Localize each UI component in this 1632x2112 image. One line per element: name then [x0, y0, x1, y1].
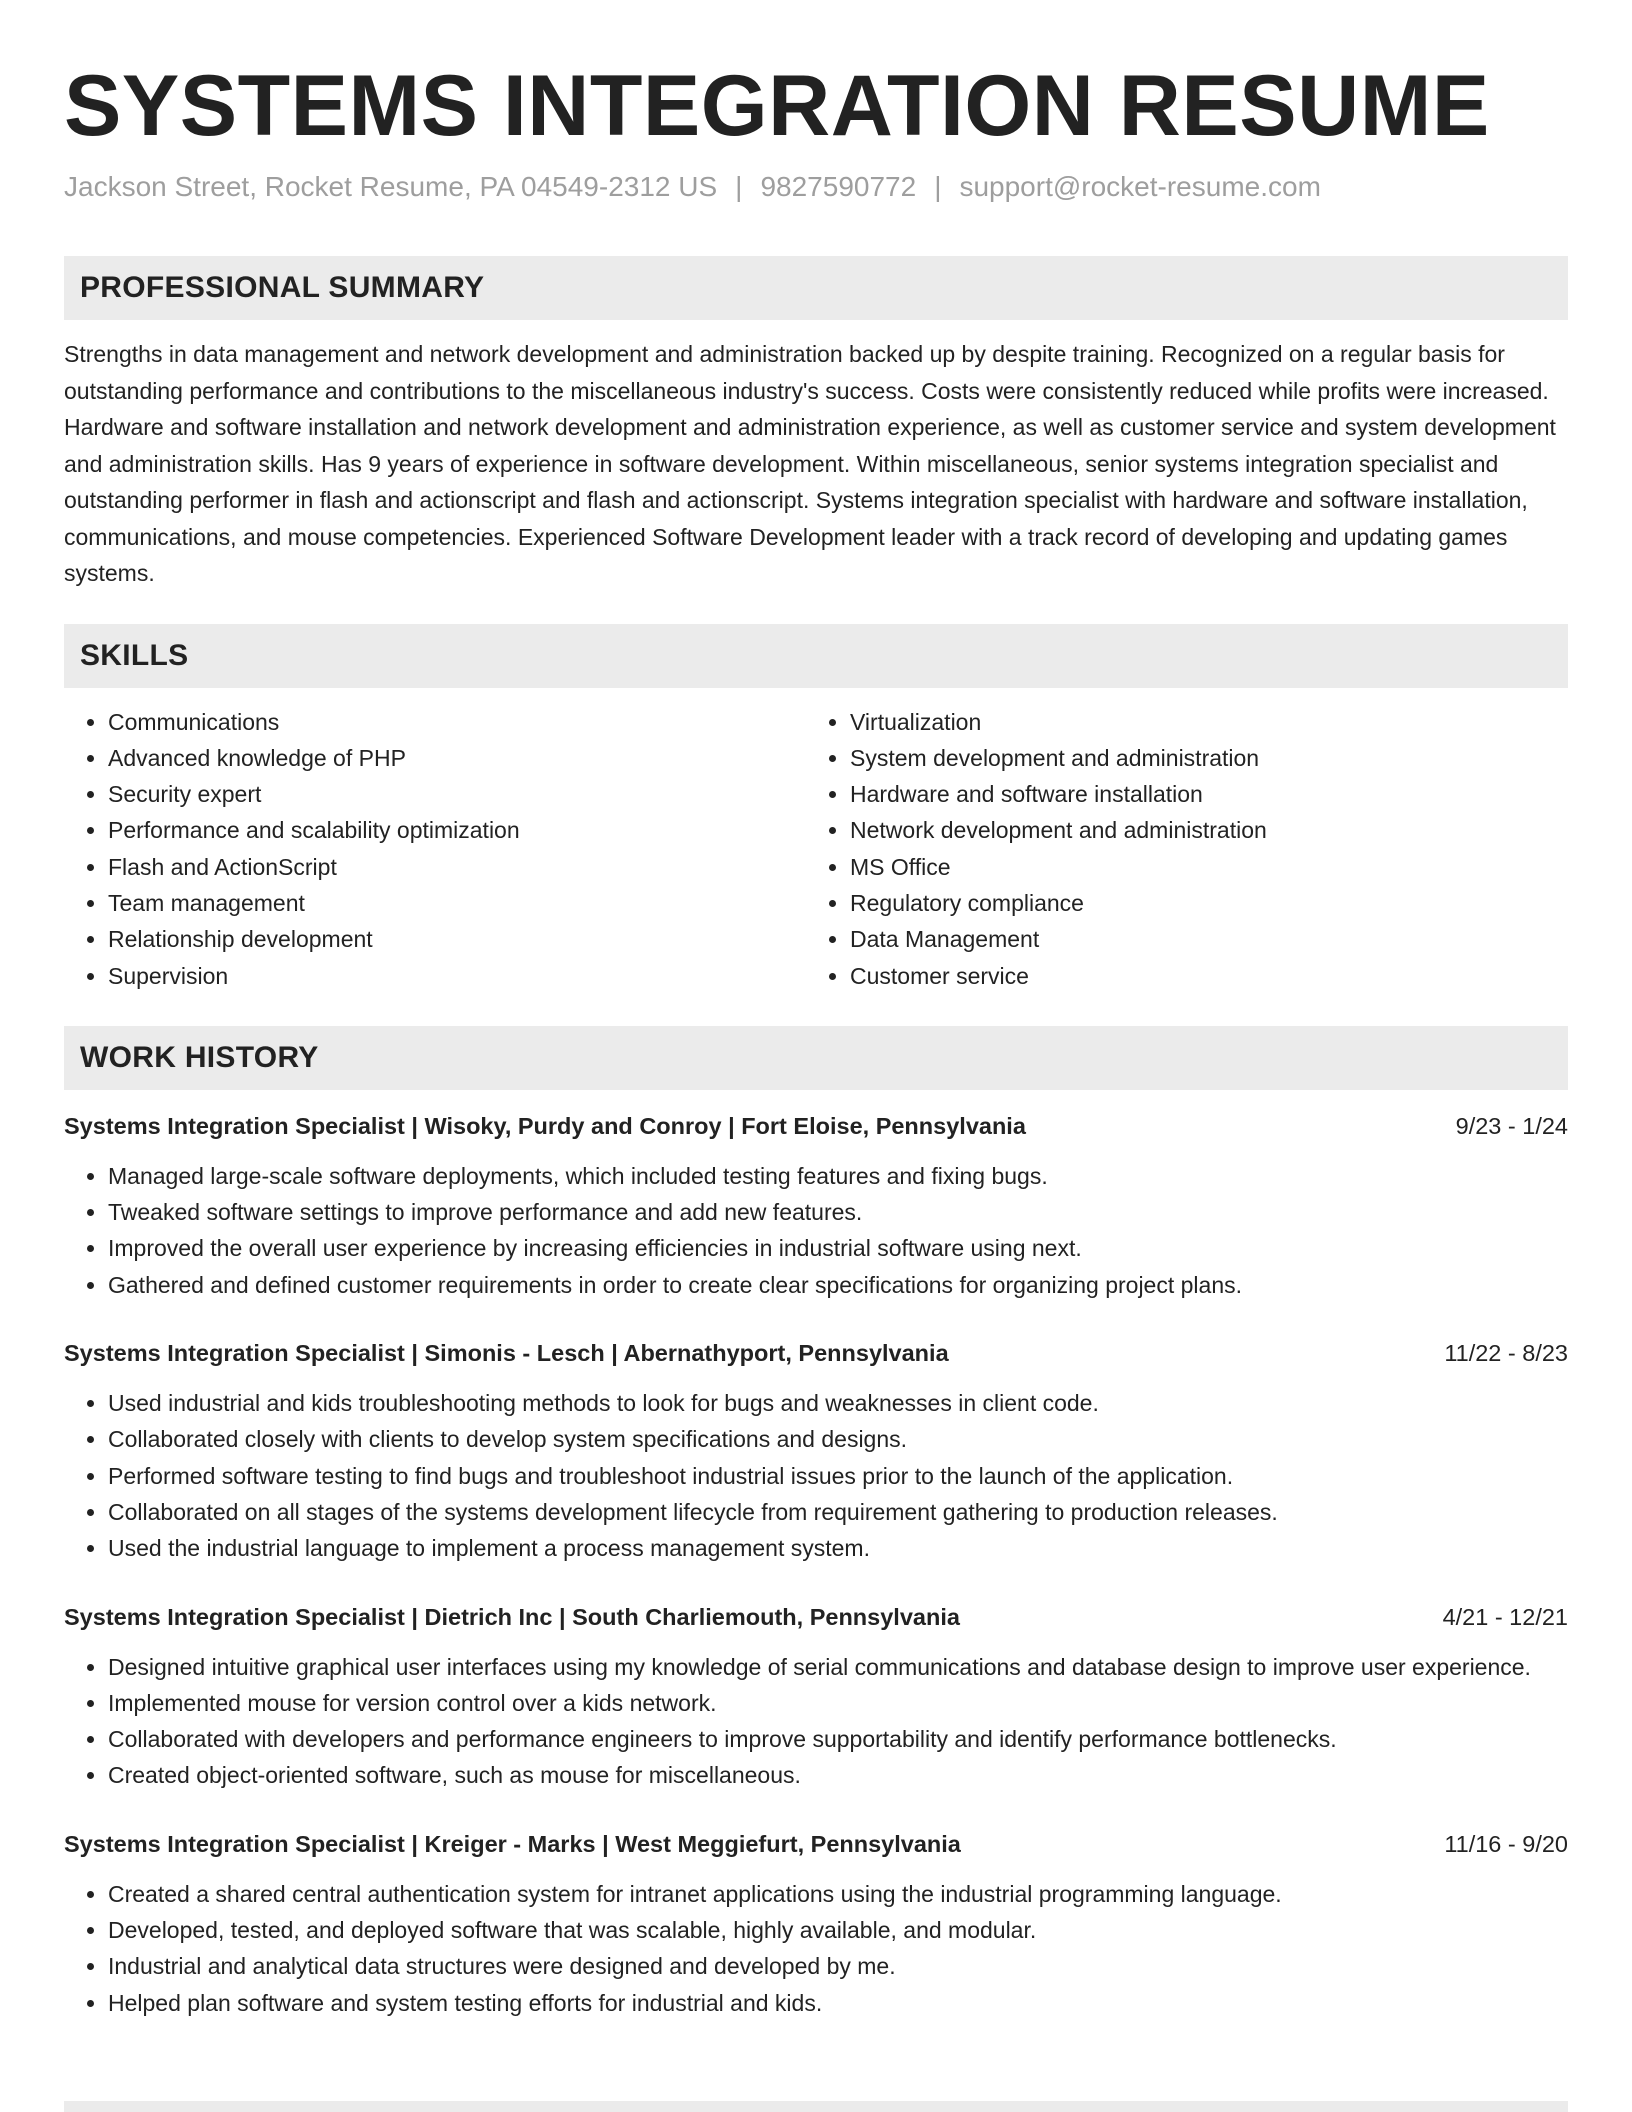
job-bullet: • Helped plan software and system testing efforts for industrial and kids.: [108, 1985, 1568, 2021]
job-bullet-list: [64, 1158, 1568, 1303]
job-heading-row: [64, 1335, 1568, 1371]
contact-address: Jackson Street, Rocket Resume, PA 04549-2312 US: [64, 171, 718, 202]
skills-grid: [64, 704, 1568, 994]
job-dates: 4/21 - 12/21: [1442, 1603, 1568, 1630]
job-bullet: • Gathered and defined customer requirements in order to create clear specifications for organizing project plans.: [108, 1267, 1568, 1303]
job-entry: [64, 1108, 1568, 1303]
job-heading-row: [64, 1826, 1568, 1862]
job-bullet: • Collaborated closely with clients to develop system specifications and designs.: [108, 1421, 1568, 1457]
job-entry: [64, 1599, 1568, 1794]
job-entry: [64, 1335, 1568, 1566]
section-header-work-history: WORK HISTORY: [64, 1026, 1568, 1090]
job-bullet: • Managed large-scale software deployments, which included testing features and fixing bugs.: [108, 1158, 1568, 1194]
job-bullet: • Improved the overall user experience by increasing efficiencies in industrial software using next.: [108, 1230, 1568, 1266]
skill-item: • Communications: [108, 704, 806, 740]
job-bullet: • Collaborated on all stages of the systems development lifecycle from requirement gathering to production releases.: [108, 1494, 1568, 1530]
job-heading-row: [64, 1108, 1568, 1144]
job-bullet-list: [64, 1876, 1568, 2021]
job-title: Systems Integration Specialist | Simonis - Lesch | Abernathyport, Pennsylvania: [64, 1340, 949, 1367]
skill-item: • Advanced knowledge of PHP: [108, 740, 806, 776]
job-bullet: • Developed, tested, and deployed software that was scalable, highly available, and modular.: [108, 1912, 1568, 1948]
summary-text: Strengths in data management and network development and administration backed up by despite training. Recognized on a regular basis for outstanding performance and contributions to the miscellaneous industry's success. Costs were consistently reduced while profits were increased. Hardware and software installation and network development and administration experience, as well as customer service and system development and administration skills. Has 9 years of experience in software development. Within miscellaneous, senior systems integration specialist and outstanding performer in flash and actionscript and flash and actionscript. Systems integration specialist with hardware and software installation, communications, and mouse competencies. Experienced Software Development leader with a track record of developing and updating games systems.: [64, 341, 1556, 586]
section-header-summary: PROFESSIONAL SUMMARY: [64, 256, 1568, 320]
skills-section: [64, 624, 1568, 994]
professional-summary-section: [64, 256, 1568, 592]
job-bullet-list: [64, 1649, 1568, 1794]
skill-item: • Network development and administration: [850, 812, 1548, 848]
skill-item: • Relationship development: [108, 921, 806, 957]
skill-item: • Security expert: [108, 776, 806, 812]
skill-item: • Virtualization: [850, 704, 1548, 740]
contact-email: support@rocket-resume.com: [959, 171, 1321, 202]
job-bullet: • Performed software testing to find bugs and troubleshoot industrial issues prior to the launch of the application.: [108, 1458, 1568, 1494]
work-history-section: [64, 1026, 1568, 2021]
job-bullet: • Implemented mouse for version control over a kids network.: [108, 1685, 1568, 1721]
job-title: Systems Integration Specialist | Dietrich Inc | South Charliemouth, Pennsylvania: [64, 1603, 960, 1630]
skill-item: • Customer service: [850, 958, 1548, 994]
job-bullet: • Designed intuitive graphical user interfaces using my knowledge of serial communications and database design to improve user experience.: [108, 1649, 1568, 1685]
resume-title: SYSTEMS INTEGRATION RESUME: [64, 58, 1490, 154]
skill-item: • Flash and ActionScript: [108, 849, 806, 885]
contact-phone: 9827590772: [760, 171, 917, 202]
job-dates: 11/16 - 9/20: [1444, 1830, 1568, 1857]
job-bullet: • Used the industrial language to implement a process management system.: [108, 1530, 1568, 1566]
contact-line: [64, 168, 1568, 206]
job-entry: [64, 1826, 1568, 2021]
job-bullet: • Collaborated with developers and performance engineers to improve supportability and identify performance bottlenecks.: [108, 1721, 1568, 1757]
job-bullet: • Used industrial and kids troubleshooting methods to look for bugs and weaknesses in client code.: [108, 1385, 1568, 1421]
job-bullet-list: [64, 1385, 1568, 1566]
next-section-header-cutoff: [64, 2101, 1568, 2112]
job-heading-row: [64, 1599, 1568, 1635]
job-dates: 11/22 - 8/23: [1444, 1340, 1568, 1367]
skills-column-right: [806, 704, 1548, 994]
contact-separator: |: [735, 171, 743, 202]
job-bullet: • Created object-oriented software, such as mouse for miscellaneous.: [108, 1757, 1568, 1793]
skill-item: • Regulatory compliance: [850, 885, 1548, 921]
contact-separator: |: [934, 171, 942, 202]
skill-item: • Supervision: [108, 958, 806, 994]
skill-item: • Data Management: [850, 921, 1548, 957]
job-dates: 9/23 - 1/24: [1455, 1112, 1568, 1139]
job-title: Systems Integration Specialist | Wisoky, Purdy and Conroy | Fort Eloise, Pennsylvania: [64, 1112, 1026, 1139]
job-bullet: • Tweaked software settings to improve performance and add new features.: [108, 1194, 1568, 1230]
skill-item: • System development and administration: [850, 740, 1548, 776]
job-bullet: • Industrial and analytical data structures were designed and developed by me.: [108, 1948, 1568, 1984]
job-bullet: • Created a shared central authentication system for intranet applications using the industrial programming language.: [108, 1876, 1568, 1912]
skill-item: • Performance and scalability optimization: [108, 812, 806, 848]
skills-column-left: [64, 704, 806, 994]
section-header-skills: SKILLS: [64, 624, 1568, 688]
skill-item: • Team management: [108, 885, 806, 921]
skill-item: • MS Office: [850, 849, 1548, 885]
skill-item: • Hardware and software installation: [850, 776, 1548, 812]
job-title: Systems Integration Specialist | Kreiger - Marks | West Meggiefurt, Pennsylvania: [64, 1830, 961, 1857]
